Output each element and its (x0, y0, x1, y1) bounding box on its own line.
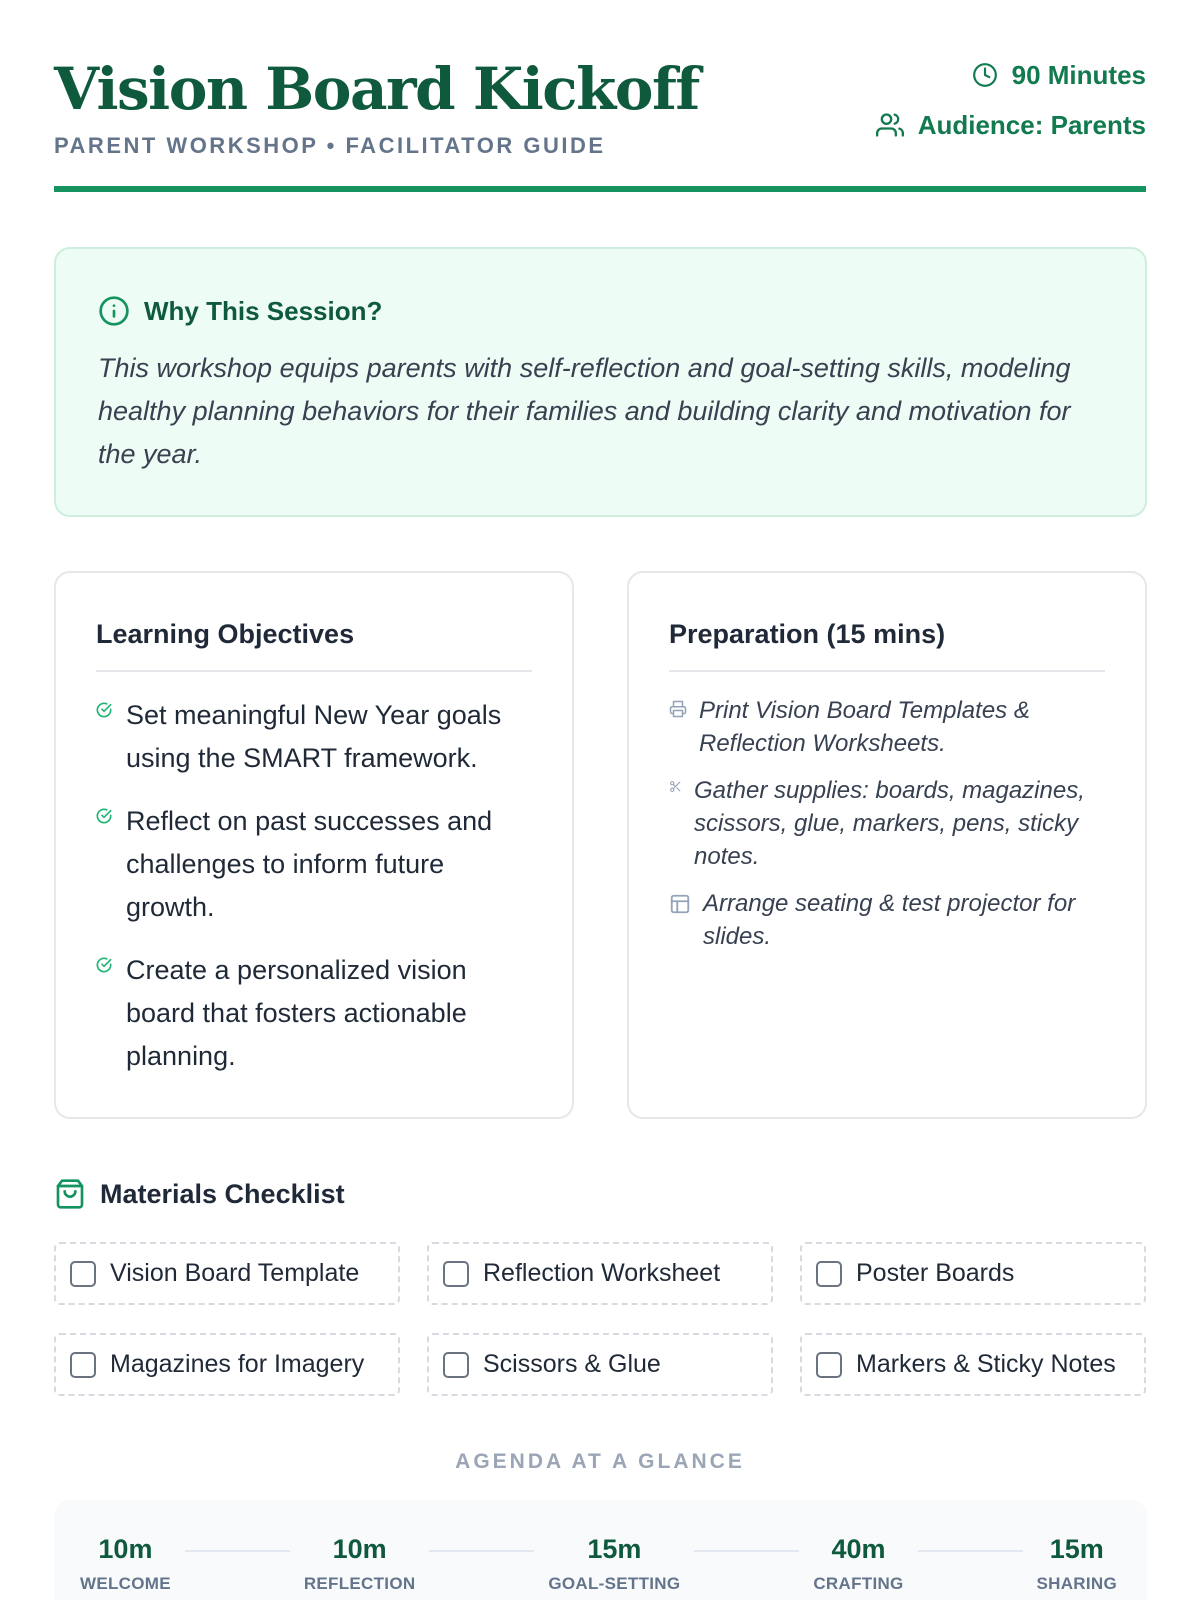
agenda-connector (429, 1550, 534, 1552)
material-item[interactable] (54, 1242, 400, 1305)
agenda-duration: 40m (831, 1534, 886, 1564)
why-title: Why This Session? (144, 295, 383, 326)
material-item[interactable] (800, 1333, 1146, 1396)
list-item (96, 949, 532, 1078)
material-checkbox[interactable] (443, 1261, 469, 1287)
layout-icon (669, 893, 691, 915)
agenda-step-goal-setting (548, 1534, 680, 1594)
objectives-list (96, 694, 532, 1078)
audience-meta (876, 108, 1146, 142)
objectives-card (54, 571, 574, 1119)
material-label: Vision Board Template (110, 1259, 360, 1287)
prep-text: Arrange seating & test projector for slides. (703, 890, 1076, 950)
prep-text: Gather supplies: boards, magazines, scissors, glue, markers, pens, sticky notes. (694, 777, 1085, 870)
material-item[interactable] (800, 1242, 1146, 1305)
why-header (98, 295, 1103, 327)
objective-text: Create a personalized vision board that fosters actionable planning. (126, 955, 467, 1071)
list-item (669, 694, 1105, 760)
clock-icon (972, 62, 998, 88)
agenda-step-welcome (80, 1534, 171, 1594)
material-item[interactable] (54, 1333, 400, 1396)
check-circle-icon (96, 702, 112, 718)
material-item[interactable] (427, 1242, 773, 1305)
material-label: Reflection Worksheet (483, 1259, 721, 1287)
list-item (96, 694, 532, 780)
duration-meta (876, 58, 1146, 92)
agenda-step-sharing (1037, 1534, 1118, 1594)
page-title: Vision Board Kickoff (54, 55, 699, 123)
printer-icon (669, 700, 687, 718)
agenda-title: AGENDA AT A GLANCE (455, 1450, 745, 1473)
check-circle-icon (96, 808, 112, 824)
materials-header (54, 1178, 345, 1210)
agenda-connector (694, 1550, 799, 1552)
agenda-row (80, 1534, 1117, 1594)
material-checkbox[interactable] (70, 1261, 96, 1287)
info-icon (98, 295, 130, 327)
material-item[interactable] (427, 1333, 773, 1396)
agenda-connector (918, 1550, 1023, 1552)
agenda-duration: 10m (98, 1534, 153, 1564)
material-checkbox[interactable] (816, 1352, 842, 1378)
agenda-step-reflection (304, 1534, 416, 1594)
agenda-connector (185, 1550, 290, 1552)
preparation-title: Preparation (15 mins) (669, 619, 1105, 672)
material-label: Magazines for Imagery (110, 1350, 365, 1378)
preparation-card (627, 571, 1147, 1119)
users-icon (876, 111, 904, 139)
agenda-duration: 15m (587, 1534, 642, 1564)
check-circle-icon (96, 957, 112, 973)
list-item (669, 887, 1105, 953)
agenda-step-crafting (813, 1534, 903, 1594)
prep-text: Print Vision Board Templates & Reflection Worksheets. (699, 697, 1030, 757)
material-label: Poster Boards (856, 1259, 1015, 1287)
material-checkbox[interactable] (443, 1352, 469, 1378)
material-checkbox[interactable] (816, 1261, 842, 1287)
page-header (54, 50, 1146, 192)
agenda-label: SHARING (1036, 1574, 1118, 1593)
objectives-title: Learning Objectives (96, 619, 532, 672)
material-label: Markers & Sticky Notes (856, 1350, 1116, 1378)
objective-text: Reflect on past successes and challenges to inform future growth. (126, 806, 493, 922)
agenda-duration: 10m (332, 1534, 387, 1564)
scissors-icon (669, 780, 682, 793)
objective-text: Set meaningful New Year goals using the SMART framework. (126, 700, 502, 773)
shopping-bag-icon (54, 1178, 86, 1210)
material-label: Scissors & Glue (483, 1350, 661, 1378)
list-item (96, 800, 532, 929)
agenda-label: GOAL-SETTING (548, 1574, 681, 1593)
why-callout (54, 247, 1147, 517)
materials-grid (54, 1242, 1147, 1396)
agenda-label: CRAFTING (813, 1574, 904, 1593)
why-text: This workshop equips parents with self-reflection and goal-setting skills, modeling healthy planning behaviors for their families and building clarity and motivation for the year. (98, 353, 1071, 469)
preparation-list (669, 694, 1105, 953)
list-item (669, 774, 1105, 873)
page-subtitle: PARENT WORKSHOP • FACILITATOR GUIDE (54, 133, 606, 158)
duration-text: 90 Minutes (1011, 59, 1146, 90)
agenda-timeline (54, 1500, 1147, 1600)
material-checkbox[interactable] (70, 1352, 96, 1378)
agenda-label: REFLECTION (303, 1574, 416, 1593)
audience-text: Audience: Parents (917, 109, 1146, 140)
session-meta (876, 58, 1146, 158)
agenda-duration: 15m (1049, 1534, 1104, 1564)
agenda-label: WELCOME (80, 1574, 171, 1593)
materials-title: Materials Checklist (100, 1178, 345, 1209)
